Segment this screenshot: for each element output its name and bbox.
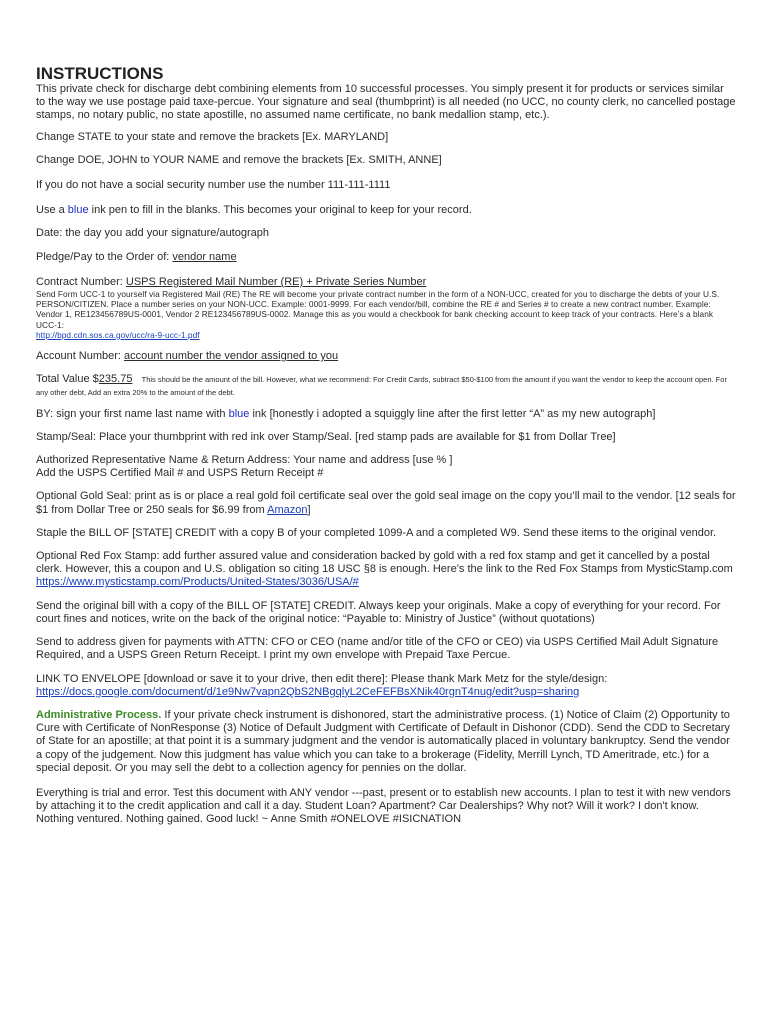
- total-amount: 235.75: [98, 373, 133, 386]
- closing-text: Everything is trial and error. Test this document with ANY vendor ---past, present or to establish new accounts. I plan to test it with new vendors by attaching it to the credit application and call it a day. Student Loan? Apartment? Car Dealerships? Why not? Will it work? I don't know. Nothing ventured. Nothing gained. Good luck! ~ Anne Smith #ONELOVE #ISICNATION: [36, 786, 731, 826]
- red-fox-paragraph: [36, 550, 736, 590]
- send-original-text: Send the original bill with a copy of the BILL OF [STATE] CREDIT. Always keep your originals. Make a copy of everything for your record. For court fines and notices, write on the back of the original notice: “Payable to: Ministry of Justice” (without quotations): [36, 599, 721, 625]
- red-fox-text: Optional Red Fox Stamp: add further assured value and consideration backed by gold with a red fox stamp and get it cancelled by a postal clerk. However, this a coupon and U.S. obligation so citing 18 USC §8 is enough. Here’s the link to the Red Fox Stamps from MysticStamp.com: [36, 550, 733, 576]
- envelope-text: LINK TO ENVELOPE [download or save it to your drive, then edit there]: Please thank Mark Metz for the style/design:: [36, 672, 608, 685]
- contract-note: Send Form UCC-1 to yourself via Registered Mail (RE) The RE will become your private contract number in the form of a NON-UCC, created for you to discharge the debts of your U.S. PERSON/CITIZEN. Place a number series on your NON-UCC. Example: 0001-9999. For each vendor/bill, combine the RE # and Series # to create a new contract number. Example: Vendor 1, RE123456789US-0001, Vendor 2 RE123456789US-0002. Manage this as you would a checkbook for bank checking account to keep track of your contracts. Here’s a blank UCC-1:: [36, 289, 720, 330]
- authorized-line-1: Authorized Representative Name & Return Address: Your name and address [use % ]: [36, 454, 453, 467]
- pen-before: Use a: [36, 204, 68, 217]
- change-name-text: Change DOE, JOHN to YOUR NAME and remove the brackets [Ex. SMITH, ANNE]: [36, 153, 442, 166]
- ssn-text: If you do not have a social security number use the number 111-111-1111: [36, 179, 391, 192]
- account-value: account number the vendor assigned to you: [124, 350, 339, 363]
- stamp-text: Stamp/Seal: Place your thumbprint with red ink over Stamp/Seal. [red stamp pads are available for $1 from Dollar Tree]: [36, 430, 616, 443]
- gold-seal-text: Optional Gold Seal: print as is or place a real gold foil certificate seal over the gold seal image on the copy you’ll mail to the vendor. [12 seals for $1 from Dollar Tree or 250 seals for $6.99 from: [36, 490, 736, 516]
- admin-paragraph: [36, 709, 736, 775]
- amazon-link[interactable]: Amazon: [267, 503, 308, 516]
- total-value-line: [36, 373, 736, 399]
- pledge-value: vendor name: [172, 250, 237, 263]
- gold-seal-end: ]: [307, 503, 311, 516]
- mysticstamp-link[interactable]: https://www.mysticstamp.com/Products/United-States/3036/USA/#: [36, 576, 359, 589]
- admin-text: If your private check instrument is dishonored, start the administrative process. (1) Notice of Claim (2) Opportunity to Cure with Certificate of NonResponse (3) Notice of Default Judgment with Certificate of Default in Dishonor (CDD). Send the CDD to Secretary of State for an apostille; at that point it is a summary judgment and the vendor is automatically placed in voluntary bankruptcy. Send the vendor a copy of the judgement. Now this judgment has value which you can take to a brokerage (Fidelity, Merrill Lynch, TD Ameritrade, etc.) for a special deposit. Or you may sell the debt to a collection agency for pennies on the dollar.: [36, 708, 730, 774]
- contract-line: [36, 276, 736, 289]
- authorized-line-2: Add the USPS Certified Mail # and USPS Return Receipt #: [36, 467, 324, 480]
- pen-after: ink pen to fill in the blanks. This becomes your original to keep for your record.: [88, 204, 472, 217]
- gold-seal-paragraph: [36, 490, 736, 516]
- by-line: [36, 408, 736, 421]
- pen-blue-word: blue: [67, 204, 89, 217]
- pledge-label: Pledge/Pay to the Order of:: [36, 250, 173, 263]
- pledge-line: [36, 251, 736, 264]
- account-line: [36, 350, 736, 363]
- envelope-link[interactable]: https://docs.google.com/document/d/1e9Nw7vapn2QbS2NBgqlyL2CeFEFBsXNik40rgnT4nug/edit?usp=sharing: [36, 685, 580, 698]
- send-address-text: Send to address given for payments with ATTN: CFO or CEO (name and/or title of the CFO or CEO) via USPS Certified Mail Adult Signature Required, and a USPS Green Return Receipt. I print my own envelope with Prepaid Taxe Percue.: [36, 636, 719, 662]
- pen-instruction: [36, 204, 736, 217]
- page-title: INSTRUCTIONS: [36, 64, 164, 83]
- contract-value: USPS Registered Mail Number (RE) + Private Series Number: [125, 275, 427, 288]
- date-text: Date: the day you add your signature/autograph: [36, 227, 269, 240]
- staple-text: Staple the BILL OF [STATE] CREDIT with a copy B of your completed 1099-A and a completed W9. Send these items to the original vendor.: [36, 526, 717, 539]
- total-note: This should be the amount of the bill. However, what we recommend: For Credit Cards, subtract $50-$100 from the amount if you want the vendor to keep the account open. For any other debt, Add an extra 20% to the amount of the debt.: [36, 375, 727, 398]
- instructions-page: [36, 64, 736, 827]
- admin-label: Administrative Process.: [36, 708, 162, 721]
- change-state-text: Change STATE to your state and remove the brackets [Ex. MARYLAND]: [36, 130, 389, 143]
- intro-paragraph: This private check for discharge debt combining elements from 10 successful processes. You simply present it for products or services similar to the way we use postage paid taxe-percue. Your signature and seal (thumbprint) is all needed (no UCC, no county clerk, no cancelled postage stamps, no notary public, no state apostille, no assumed name certificate, no bank medallion stamp, etc.).: [36, 83, 736, 122]
- account-label: Account Number:: [36, 350, 125, 363]
- contract-label: Contract Number:: [36, 275, 126, 288]
- by-before: BY: sign your first name last name with: [36, 407, 229, 420]
- ucc-link[interactable]: http://bpd.cdn.sos.ca.gov/ucc/ra-9-ucc-1.pdf: [36, 329, 200, 340]
- by-blue-word: blue: [228, 407, 250, 420]
- by-after: ink [honestly i adopted a squiggly line after the first letter “A” as my new autograph]: [249, 407, 656, 420]
- total-label: Total Value $: [36, 373, 99, 386]
